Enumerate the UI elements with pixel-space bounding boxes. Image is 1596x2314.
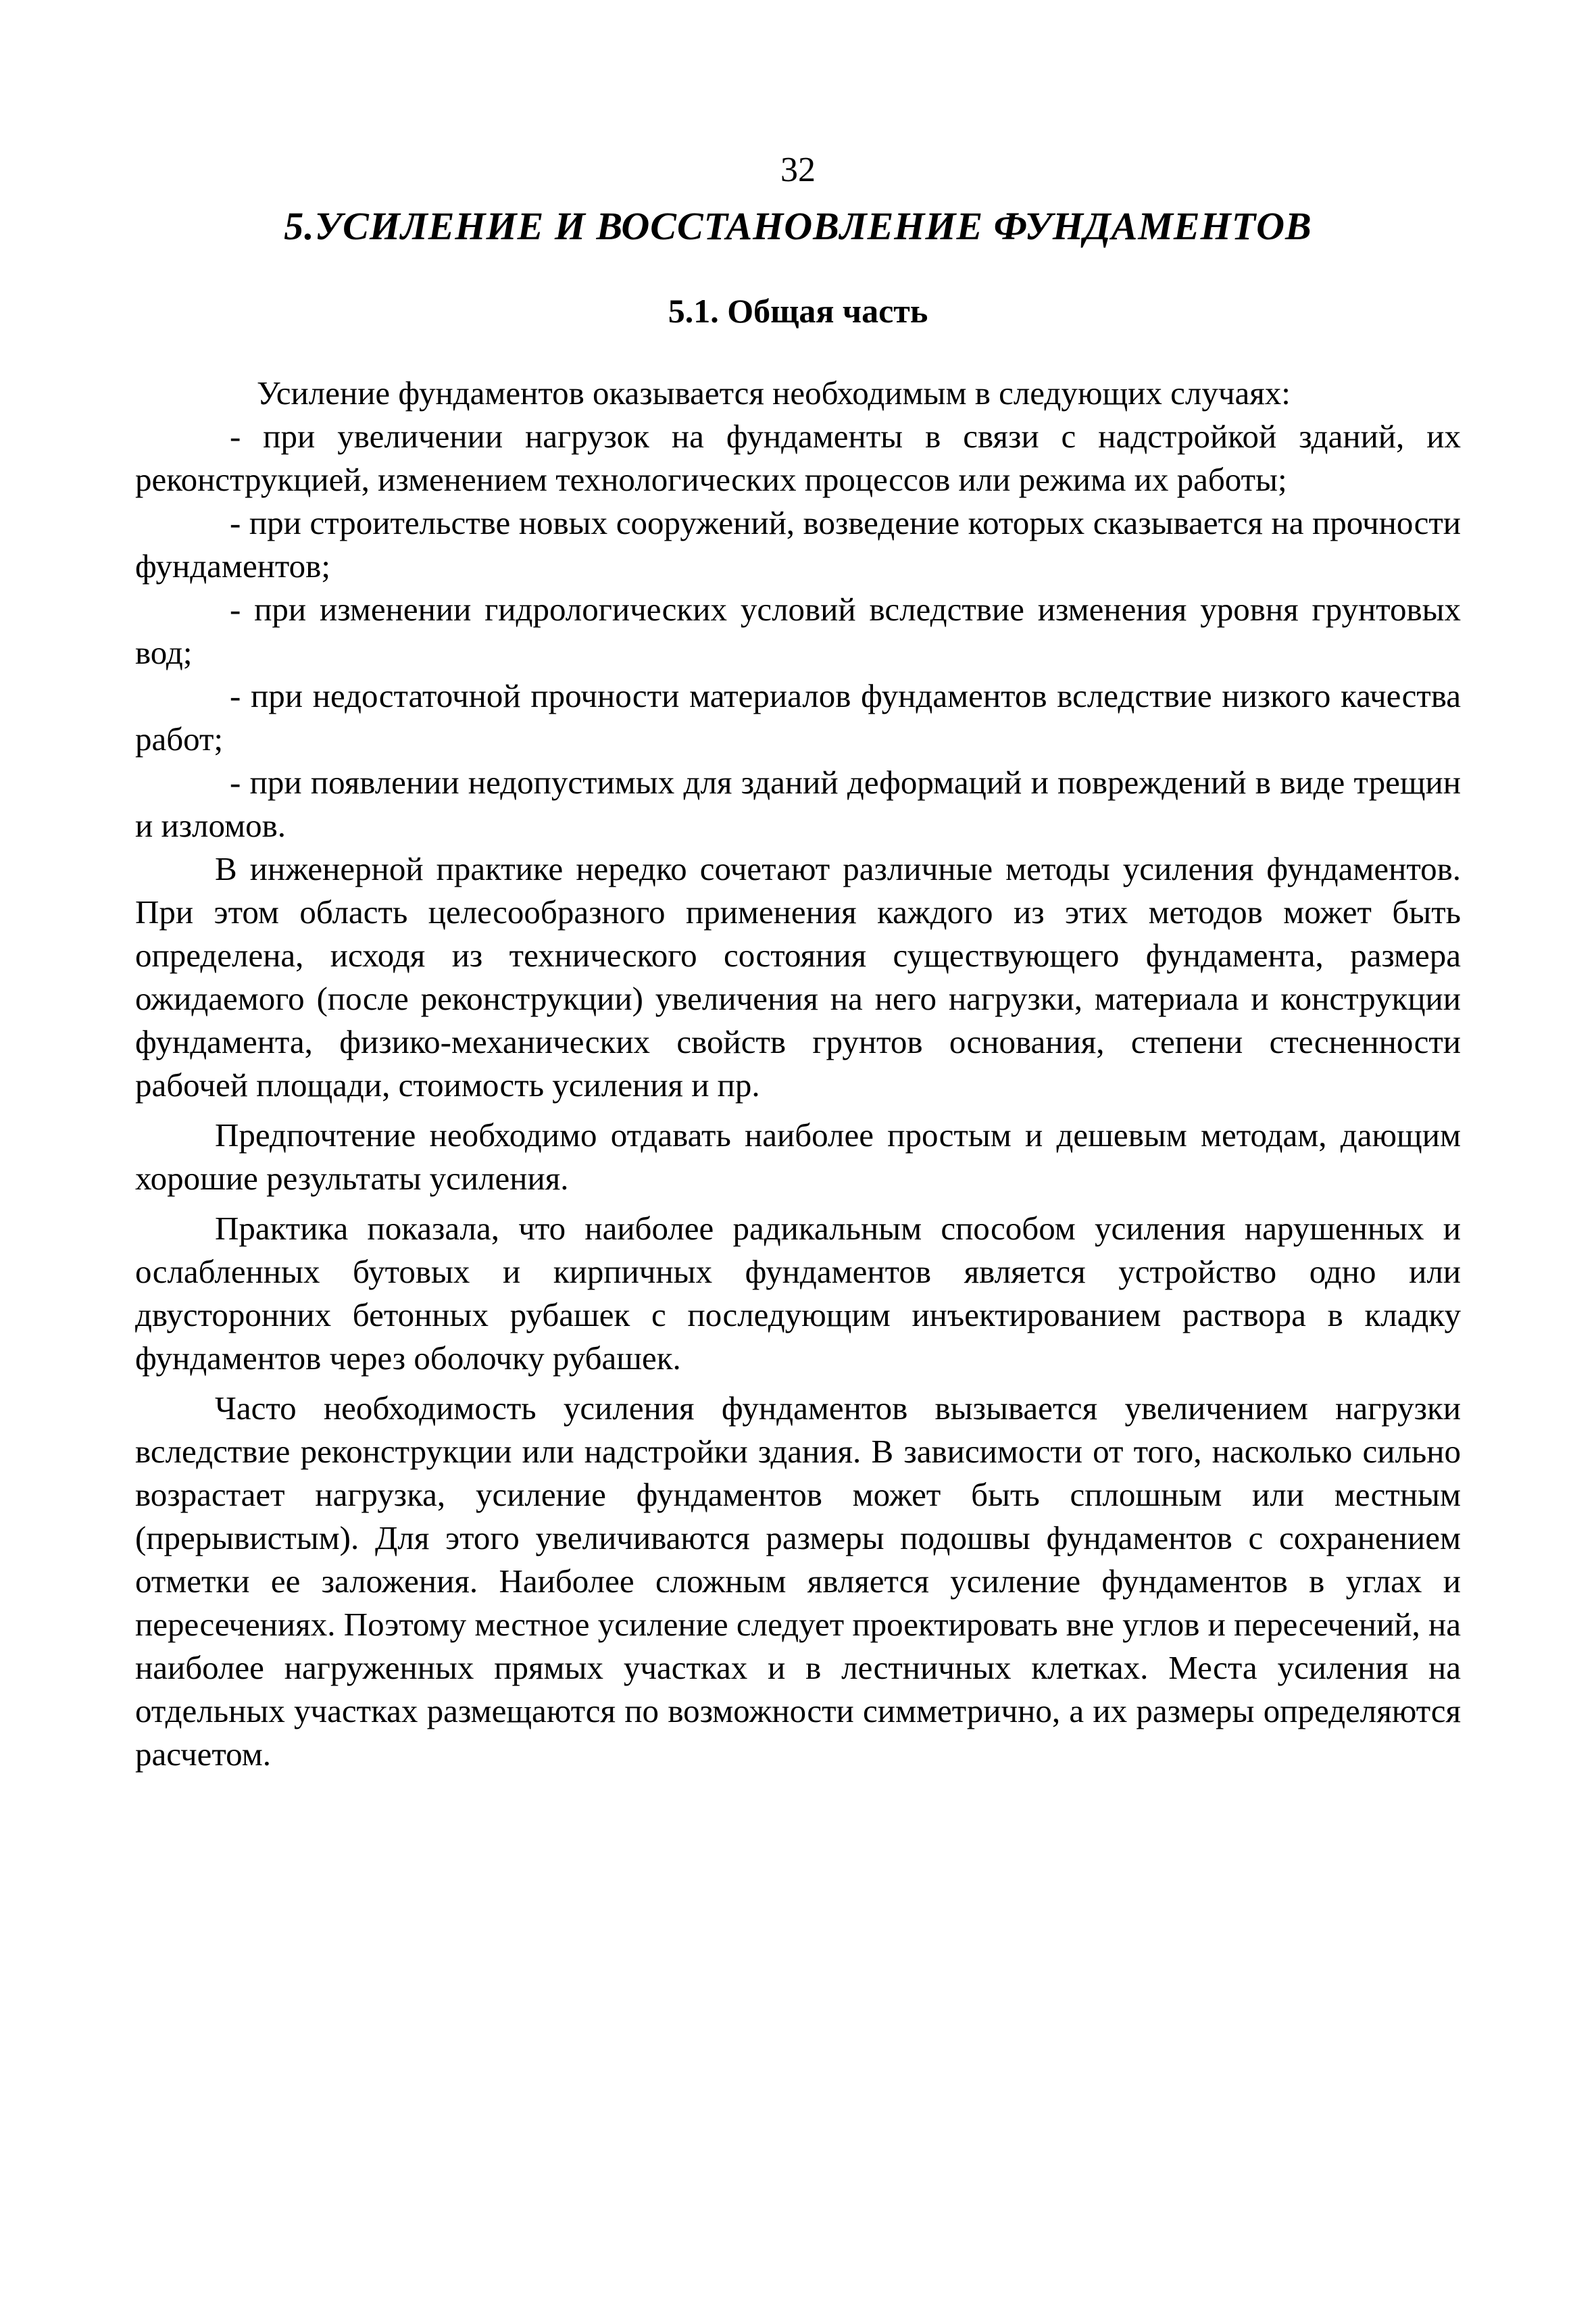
intro-paragraph: Усиление фундаментов оказывается необходимым в следующих случаях: <box>257 374 1291 412</box>
chapter-title: 5.УСИЛЕНИЕ И ВОССТАНОВЛЕНИЕ ФУНДАМЕНТОВ <box>284 204 1312 248</box>
paragraph: Практика показала, что наиболее радикальным способом усиления нарушенных и ослабленных бутовых и кирпичных фундаментов является устройство одно или двусторонних бетонных рубашек с последующим инъектированием раствора в кладку фундаментов через оболочку рубашек. <box>135 1210 1461 1377</box>
list-item: - при изменении гидрологических условий вследствие изменения уровня грунтовых вод; <box>135 591 1461 671</box>
body-text <box>135 372 1461 1776</box>
list-item: - при строительстве новых сооружений, возведение которых сказывается на прочности фундаментов; <box>135 504 1461 585</box>
page-number: 32 <box>780 151 816 189</box>
list-item: - при увеличении нагрузок на фундаменты в связи с надстройкой зданий, их реконструкцией, изменением технологических процессов или режима их работы; <box>135 418 1461 498</box>
paragraph: Предпочтение необходимо отдавать наиболее простым и дешевым методам, дающим хорошие результаты усиления. <box>135 1116 1461 1197</box>
list-item: - при появлении недопустимых для зданий деформаций и повреждений в виде трещин и изломов. <box>135 764 1461 844</box>
paragraph: В инженерной практике нередко сочетают различные методы усиления фундаментов. При этом область целесообразного применения каждого из этих методов может быть определена, исходя из технического состояния существующего фундамента, размера ожидаемого (после реконструкции) увеличения на него нагрузки, материала и конструкции фундамента, физико-механических свойств грунтов основания, степени стесненности рабочей площади, стоимость усиления и пр. <box>135 850 1461 1104</box>
section-title: 5.1. Общая часть <box>668 292 928 330</box>
list-item: - при недостаточной прочности материалов фундаментов вследствие низкого качества работ; <box>135 677 1461 758</box>
paragraph: Часто необходимость усиления фундаментов вызывается увеличением нагрузки вследствие реконструкции или надстройки здания. В зависимости от того, насколько сильно возрастает нагрузка, усиление фундаментов может быть сплошным или местным (прерывистым). Для этого увеличиваются размеры подошвы фундаментов с сохранением отметки ее заложения. Наиболее сложным является усиление фундаментов в углах и пересечениях. Поэтому местное усиление следует проектировать вне углов и пересечений, на наиболее нагруженных прямых участках и в лестничных клетках. Места усиления на отдельных участках размещаются по возможности симметрично, а их размеры определяются расчетом. <box>135 1389 1461 1773</box>
